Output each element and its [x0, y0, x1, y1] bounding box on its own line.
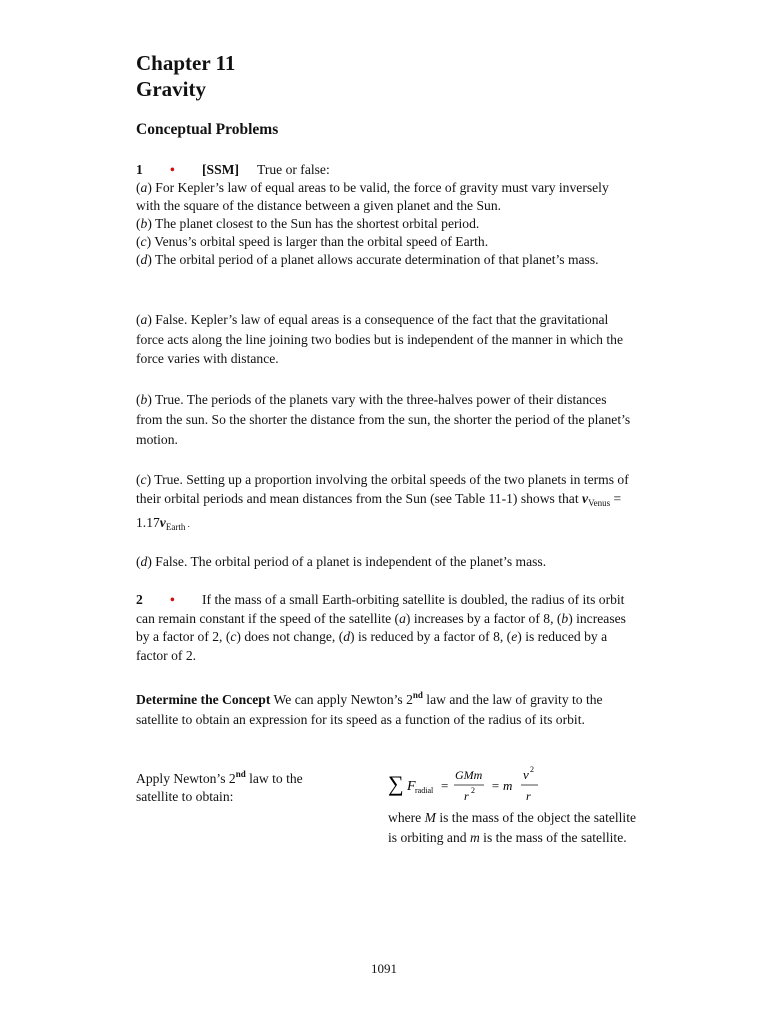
svg-text:radial: radial — [415, 786, 434, 795]
step-description: Apply Newton’s 2nd law to the satellite to obtain: — [136, 769, 303, 804]
problem-part-c: (c) Venus’s orbital speed is larger than the orbital speed of Earth. — [136, 234, 489, 249]
radial-force-formula — [388, 762, 548, 806]
svg-text:r: r — [464, 789, 469, 803]
difficulty-dot: • — [170, 162, 175, 177]
answer-d: (d) False. The orbital period of a planet is independent of the planet’s mass. — [136, 554, 547, 569]
svg-text:2: 2 — [530, 765, 534, 774]
chapter-title: Gravity — [136, 77, 206, 101]
svg-text:=: = — [441, 778, 449, 793]
section-title: Conceptual Problems — [136, 121, 279, 138]
answer-a: (a) False. Kepler’s law of equal areas is a consequence of the fact that the gravitational force acts along the line joining two bodies but is independent of the manner in which the force varies with distance. — [136, 312, 623, 366]
problem-part-a: (a) For Kepler’s law of equal areas to be valid, the force of gravity must vary inversely with the square of the distance between a given planet and the Sun. — [136, 180, 609, 213]
problem-number: 1 — [136, 162, 143, 177]
equation-venus-earth: $v_{Venus} = 1.17v_{Earth}$ . — [136, 491, 622, 532]
svg-text:2: 2 — [471, 786, 475, 795]
newton-equation — [388, 762, 548, 811]
svg-text:v: v — [523, 767, 529, 782]
problem-part-d: (d) The orbital period of a planet allows accurate determination of that planet’s mass. — [136, 252, 599, 267]
ssm-tag: [SSM] — [202, 162, 240, 177]
problem-prompt: True or false: — [257, 162, 330, 177]
svg-text:F: F — [407, 779, 416, 794]
answer-c: (c) True. Setting up a proportion involving the orbital speeds of the two planets in terms of their orbital periods and mean distances from the Sun (see Table 11-1) shows that $v_{Venus} = 1.17v_{Earth}$ . — [136, 472, 629, 532]
chapter-number: Chapter 11 — [136, 51, 236, 75]
svg-text:r: r — [526, 789, 531, 803]
svg-text:GMm: GMm — [455, 768, 483, 782]
problem-2: 2 • If the mass of a small Earth-orbiting satellite is doubled, the radius of its orbit can remain constant if the speed of the satellite (a) increases by a factor of 8, (b) increases by a factor of 2, (c) does not change, (d) is reduced by a factor of 8, (e) is reduced by a factor of 2. — [136, 592, 626, 663]
page-number: 1091 — [371, 961, 397, 976]
chapter-heading — [136, 50, 636, 102]
problem-part-b: (b) The planet closest to the Sun has the shortest orbital period. — [136, 216, 480, 231]
concept-label: Determine the Concept — [136, 692, 271, 707]
problem-number: 2 — [136, 592, 143, 607]
determine-the-concept: Determine the Concept We can apply Newton’s 2nd law and the law of gravity to the satellite to obtain an expression for its speed as a function of the radius of its orbit. — [136, 690, 603, 727]
answer-b: (b) True. The periods of the planets vary with the three-halves power of their distances from the sun. So the shorter the distance from the sun, the shorter the period of the planet’s motion. — [136, 392, 631, 447]
svg-text:∑: ∑ — [388, 771, 404, 796]
where-explanation: where M is the mass of the object the satellite is orbiting and m is the mass of the satellite. — [388, 810, 637, 845]
difficulty-dot: • — [170, 592, 175, 607]
svg-text:= m: = m — [491, 778, 513, 793]
problem-1 — [136, 161, 636, 269]
